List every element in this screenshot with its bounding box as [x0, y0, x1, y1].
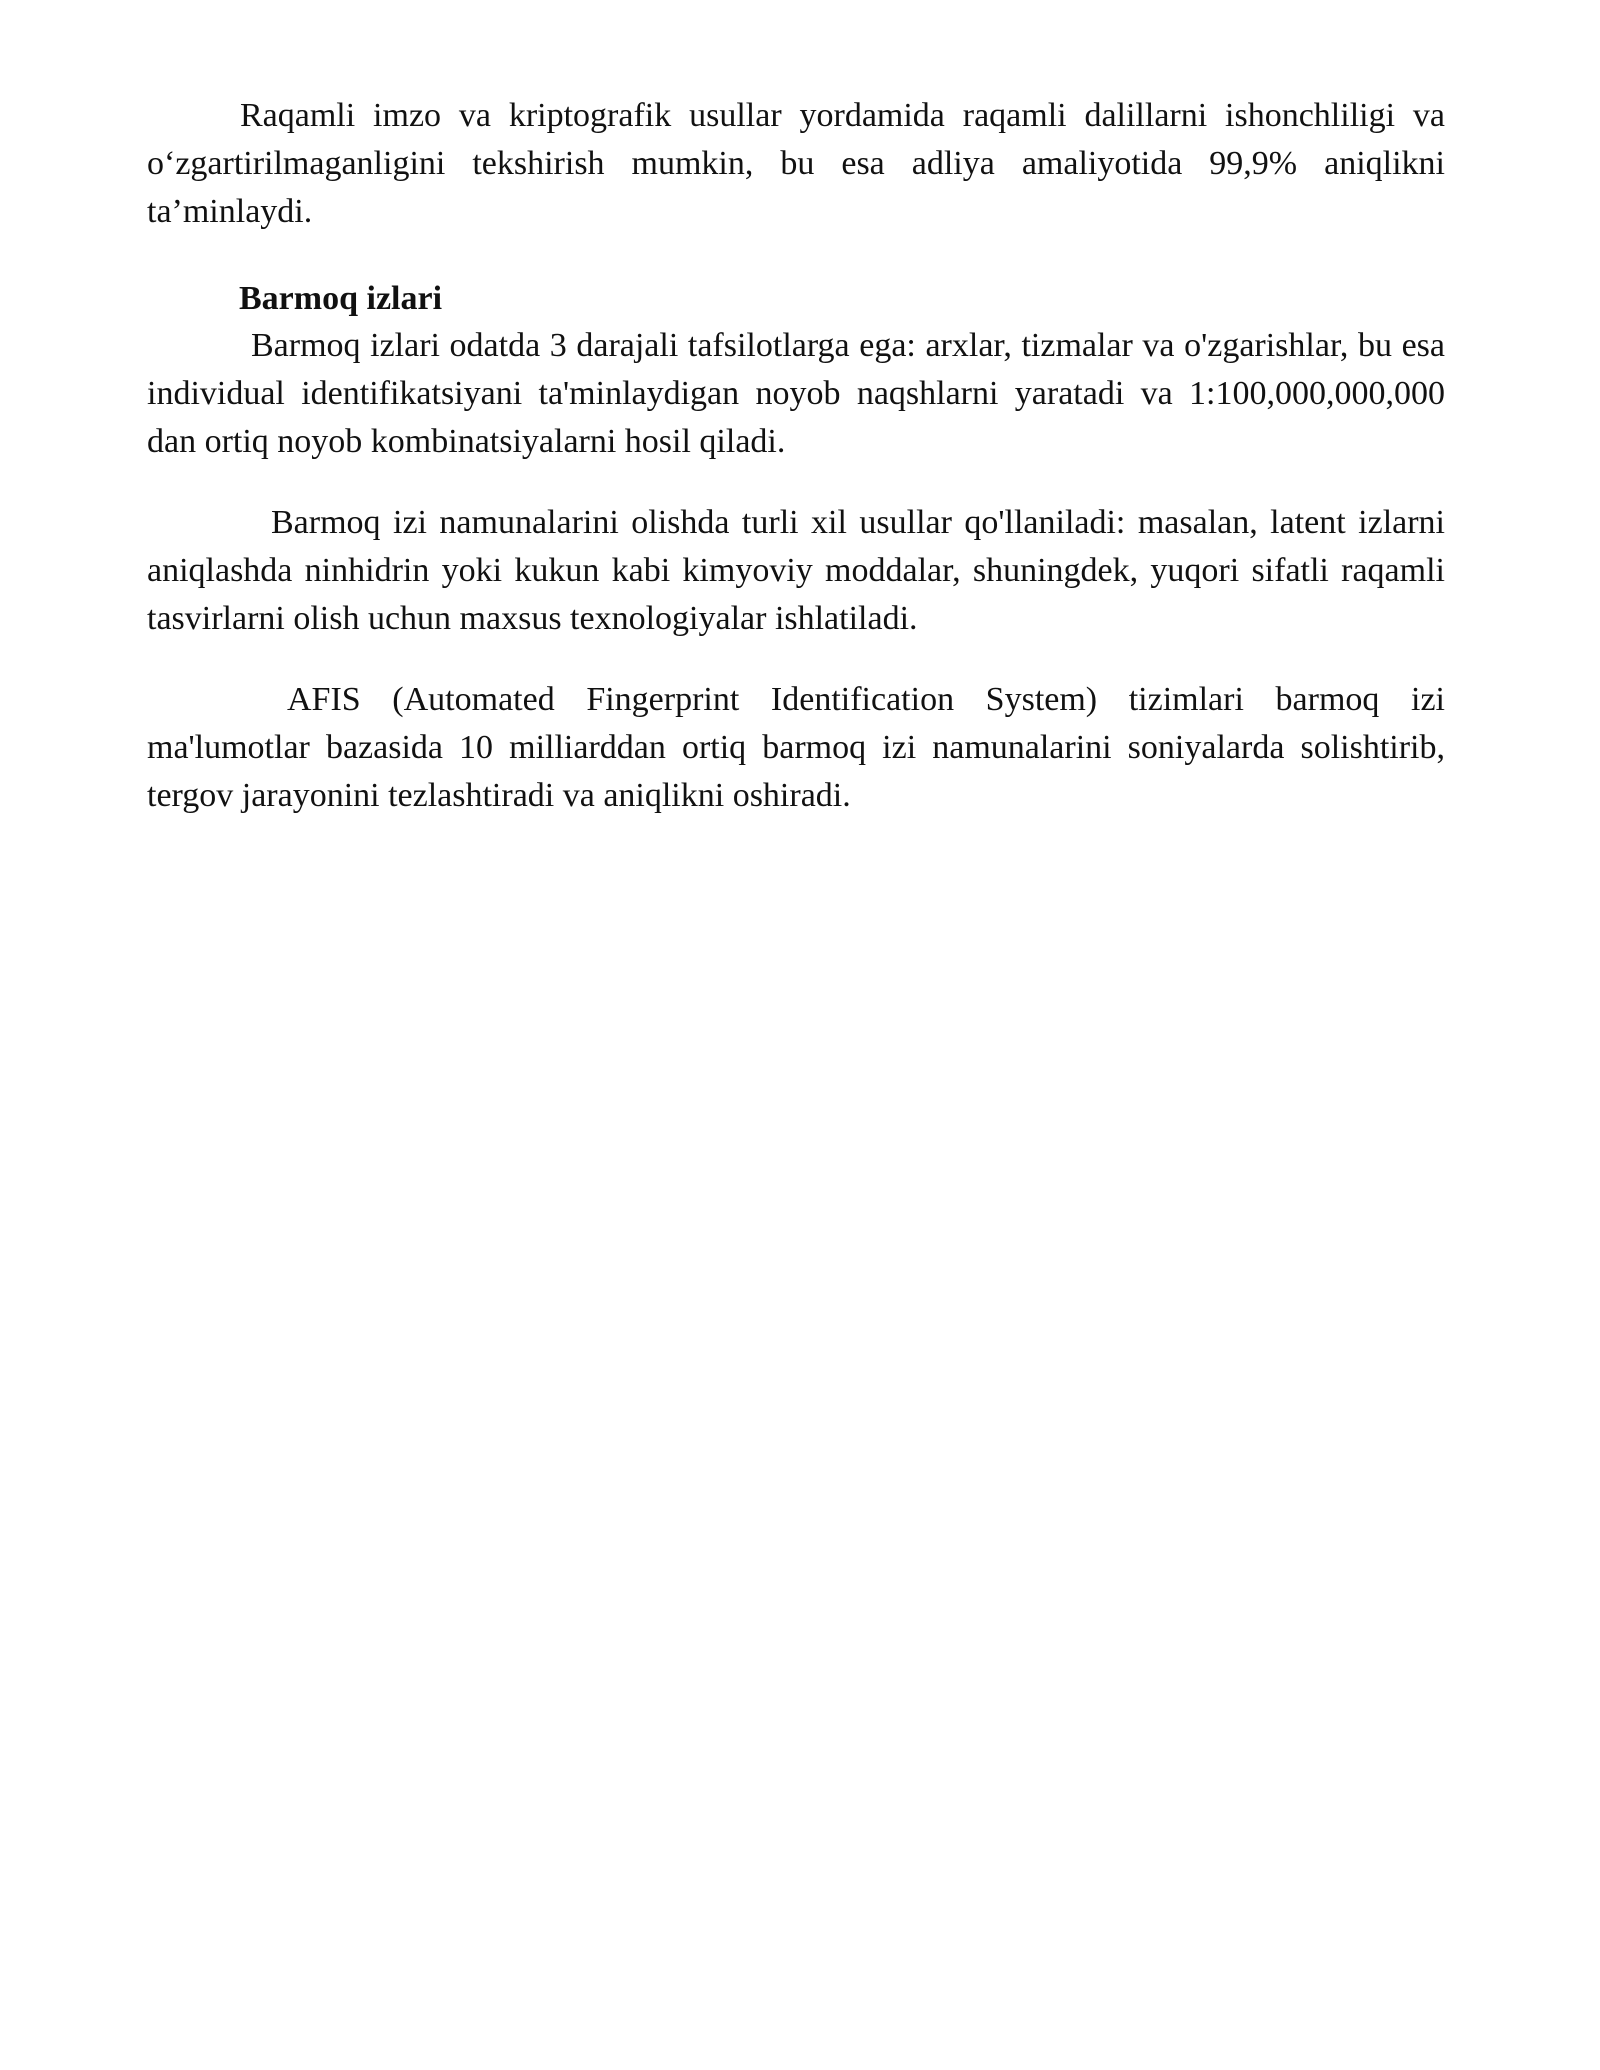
- paragraph-afis: AFIS (Automated Fingerprint Identification System) tizimlari barmoq izi ma'lumotlar bazasida 10 milliarddan ortiq barmoq izi namunalarini soniyalarda solishtirib, tergov jarayonini tezlashtiradi va aniqlikni oshiradi.: [147, 681, 1445, 814]
- paragraph-digital-signature: Raqamli imzo va kriptografik usullar yordamida raqamli dalillarni ishonchliligi va o‘zgartirilmaganligini tekshirish mumkin, bu esa adliya amaliyotida 99,9% aniqlikni ta’minlaydi.: [147, 97, 1445, 230]
- paragraph-fingerprint-details: Barmoq izlari odatda 3 darajali tafsilotlarga ega: arxlar, tizmalar va o'zgarishlar, bu esa individual identifikatsiyani ta'minlaydigan noyob naqshlarni yaratadi va 1:100,000,000,000 dan ortiq noyob kombinatsiyalarni hosil qiladi.: [147, 327, 1445, 460]
- paragraph-sampling-methods: Barmoq izi namunalarini olishda turli xil usullar qo'llaniladi: masalan, latent izlarni aniqlashda ninhidrin yoki kukun kabi kimyoviy moddalar, shuningdek, yuqori sifatli raqamli tasvirlarni olish uchun maxsus texnologiyalar ishlatiladi.: [147, 504, 1445, 637]
- document-body: [147, 92, 1445, 820]
- section-heading: Barmoq izlari: [239, 280, 443, 317]
